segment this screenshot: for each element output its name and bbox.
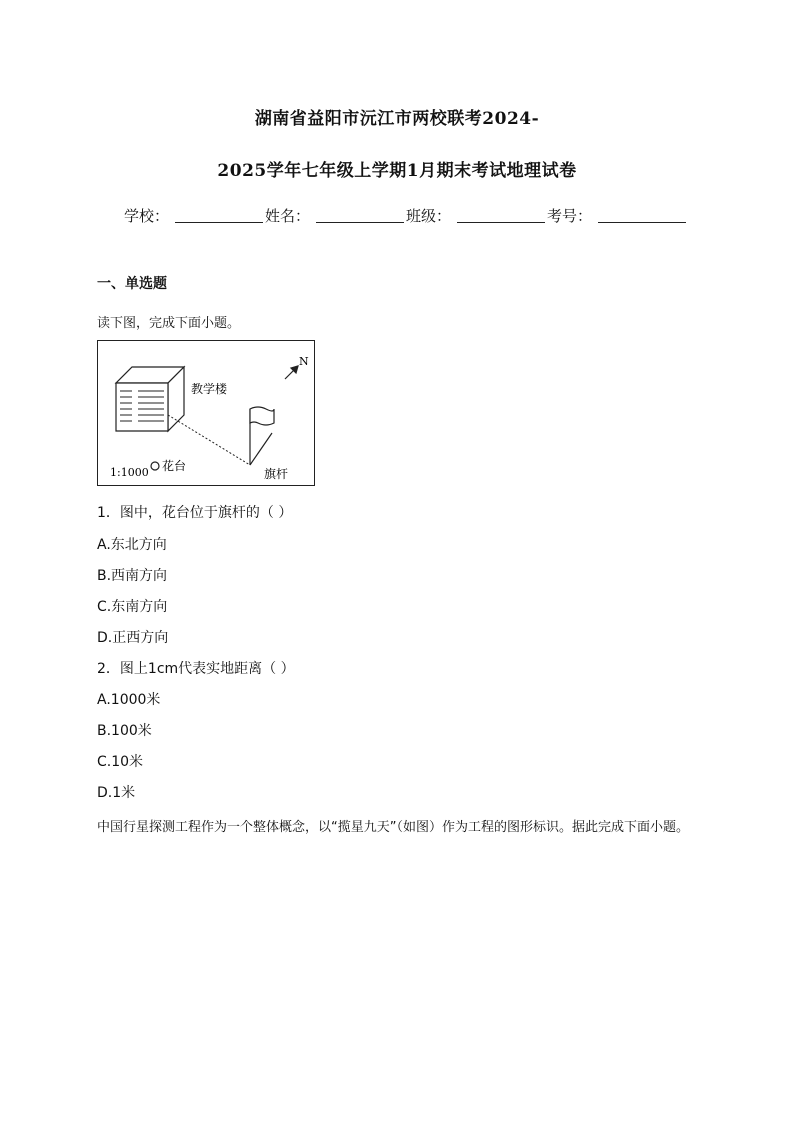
- campus-map-drawing: [98, 341, 314, 485]
- flowerbed-icon: [151, 462, 159, 470]
- section-heading: 一、单选题: [97, 276, 167, 292]
- question-1-stem: 1．图中，花台位于旗杆的（ ）: [97, 505, 293, 521]
- question-2-option-c[interactable]: C.10米: [97, 754, 144, 770]
- question-2-option-b[interactable]: B.100米: [97, 723, 152, 739]
- question-intro-2: 中国行星探测工程作为一个整体概念，以“揽星九天”（如图）作为工程的图形标识。据此完成下面小题。: [97, 820, 689, 835]
- number-blank[interactable]: [598, 208, 686, 223]
- question-1-option-d[interactable]: D.正西方向: [97, 630, 169, 646]
- campus-map-figure: [97, 340, 315, 486]
- school-label: 学校：: [124, 207, 170, 225]
- flagpole-icon: [250, 407, 274, 465]
- question-1-option-c[interactable]: C.东南方向: [97, 599, 168, 615]
- class-label: 班级：: [406, 207, 452, 225]
- building-label: 教学楼: [191, 382, 228, 396]
- question-2-stem: 2．图上1cm代表实地距离（ ）: [97, 661, 295, 677]
- question-1-option-a[interactable]: A.东北方向: [97, 537, 167, 553]
- class-blank[interactable]: [457, 208, 545, 223]
- question-intro: 读下图，完成下面小题。: [97, 316, 241, 331]
- north-arrow-icon: [285, 366, 298, 379]
- north-label: N: [299, 355, 309, 368]
- distance-dashed-line: [168, 415, 250, 465]
- number-label: 考号：: [547, 207, 593, 225]
- school-blank[interactable]: [175, 208, 263, 223]
- name-blank[interactable]: [316, 208, 404, 223]
- name-label: 姓名：: [265, 207, 311, 225]
- flowerbed-label: 花台: [162, 459, 187, 473]
- question-2-option-d[interactable]: D.1米: [97, 785, 136, 801]
- exam-title-line2: 2025学年七年级上学期1月期末考试地理试卷: [217, 161, 577, 181]
- question-1-option-b[interactable]: B.西南方向: [97, 568, 168, 584]
- scale-label: 1:1000: [110, 466, 149, 479]
- student-info-row: [124, 205, 688, 226]
- flagpole-label: 旗杆: [264, 467, 289, 481]
- exam-title-line1: 湖南省益阳市沅江市两校联考2024-: [254, 109, 540, 129]
- question-2-option-a[interactable]: A.1000米: [97, 692, 161, 708]
